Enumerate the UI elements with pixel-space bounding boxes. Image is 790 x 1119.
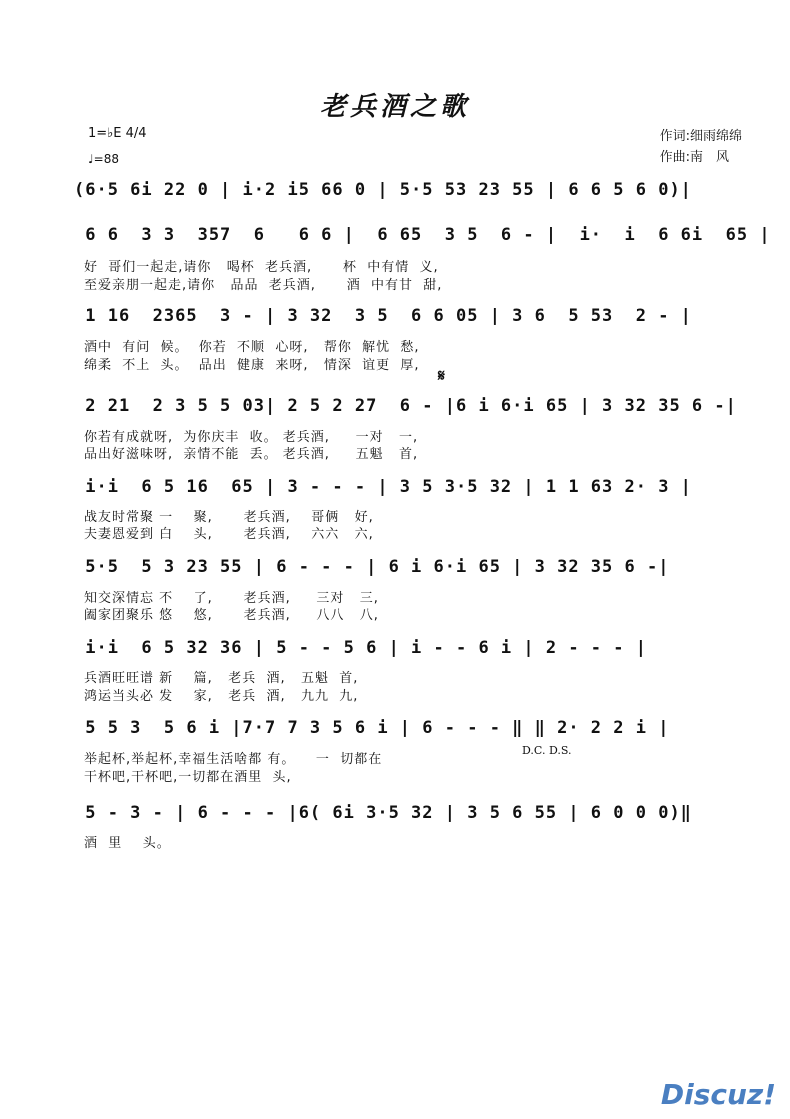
score-line-2-lyrics-1: 好 哥们一起走,请你 喝杯 老兵酒, 杯 中有情 义, — [84, 260, 439, 275]
score-line-1-notes: (6·5 6i 22 0 | i·2 i5 66 0 | 5·5 53 23 55 | 6 6 5 6 0)| — [74, 180, 692, 200]
score-line-6-lyrics-2: 阖家团聚乐 悠 悠, 老兵酒, 八八 八, — [84, 608, 379, 623]
score-line-7-notes: i·i 6 5 32 36 | 5 - - 5 6 | i - - 6 i | 2 - - - | — [74, 638, 647, 658]
score-line-5-notes: i·i 6 5 16 65 | 3 - - - | 3 5 3·5 32 | 1 1 63 2· 3 | — [74, 477, 692, 497]
score-line-8-notes: 5 5 3 5 6 i |7·7 7 3 5 6 i | 6 - - - ‖ ‖ 2· 2 2 i | — [74, 718, 670, 738]
score-line-8-lyrics-2: 干杯吧,干杯吧,一切都在酒里 头, — [84, 770, 292, 785]
score-line-2-notes: 6 6 3 3 357 6 6 6 | 6 65 3 5 6 - | i· i 6 6i 65 | — [74, 225, 771, 245]
score-line-2-lyrics-2: 至爱亲朋一起走,请你 品品 老兵酒, 酒 中有甘 甜, — [84, 278, 443, 293]
score-line-6-notes: 5·5 5 3 23 55 | 6 - - - | 6 i 6·i 65 | 3 32 35 6 -| — [74, 557, 670, 577]
watermark-logo: Discuz! — [660, 1078, 776, 1111]
score-line-8-lyrics-1: 举起杯,举起杯,幸福生活啥都 有。 一 切都在 — [84, 752, 383, 767]
score-line-4-notes: 2 21 2 3 5 5 03| 2 5 2 27 6 - |6 i 6·i 65 | 3 32 35 6 -| — [74, 396, 737, 416]
score-line-4-lyrics-2: 品出好滋味呀, 亲情不能 丢。 老兵酒, 五魁 首, — [84, 447, 419, 462]
lyricist: 作词:细雨绵绵 — [659, 129, 742, 144]
song-title: 老兵酒之歌 — [319, 92, 470, 122]
dc-ds-mark: D.C. D.S. — [522, 744, 572, 757]
key-signature-text: 1=♭E 4/4 — [88, 126, 147, 141]
score-line-7-lyrics-2: 鸿运当头必 发 家, 老兵 酒, 九九 九, — [84, 689, 359, 704]
credits — [660, 126, 742, 168]
score-line-9-lyrics-1: 酒 里 头。 — [84, 836, 171, 851]
composer: 作曲:南 风 — [659, 150, 729, 165]
tempo-marking: ♩=88 — [88, 152, 119, 166]
score-line-3-lyrics-2: 绵柔 不上 头。 品出 健康 来呀, 情深 谊更 厚, — [84, 358, 420, 373]
segno-mark: 𝄋 — [438, 366, 445, 385]
score-line-9-notes: 5 - 3 - | 6 - - - |6( 6i 3·5 32 | 3 5 6 55 | 6 0 0 0)‖ — [74, 803, 692, 823]
score-line-5-lyrics-2: 夫妻恩爱到 白 头, 老兵酒, 六六 六, — [84, 527, 374, 542]
score-line-4-lyrics-1: 你若有成就呀, 为你庆丰 收。 老兵酒, 一对 一, — [84, 430, 419, 445]
score-line-7-lyrics-1: 兵酒旺旺谱 新 篇, 老兵 酒, 五魁 首, — [84, 671, 359, 686]
score-line-6-lyrics-1: 知交深情忘 不 了, 老兵酒, 三对 三, — [84, 591, 379, 606]
score-line-3-notes: 1 16 2365 3 - | 3 32 3 5 6 6 05 | 3 6 5 53 2 - | — [74, 306, 692, 326]
score-line-5-lyrics-1: 战友时常聚 一 聚, 老兵酒, 哥俩 好, — [84, 510, 374, 525]
score-line-3-lyrics-1: 酒中 有问 候。 你若 不顺 心呀, 帮你 解忧 愁, — [84, 340, 420, 355]
